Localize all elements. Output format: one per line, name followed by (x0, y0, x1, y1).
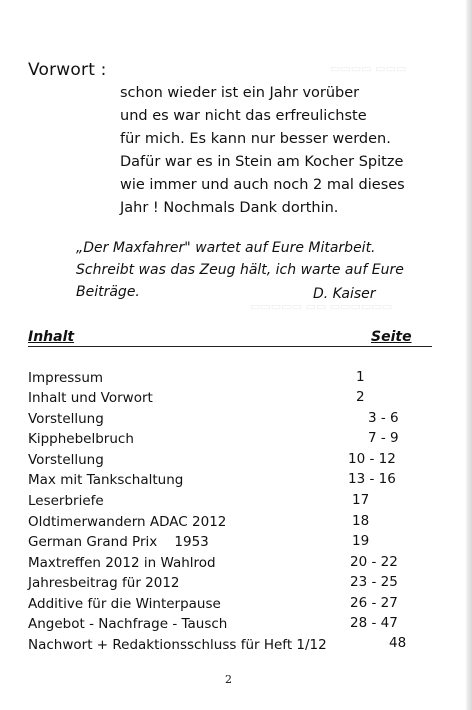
toc-entry-page: 48 (389, 635, 407, 651)
toc-entry-title: Angebot - Nachfrage - Tausch (28, 616, 228, 632)
bleed-through-text: ▭▭▭▭ ▭▭▭ (330, 62, 407, 75)
toc-entry-title: Oldtimerwandern ADAC 2012 (28, 514, 227, 530)
toc-entry-page: 23 - 25 (350, 574, 398, 590)
preface-heading: Vorwort : (28, 60, 107, 80)
toc-entry-title: Impressum (28, 370, 104, 386)
preface-line: und es war nicht das erfreulichste (120, 108, 367, 124)
toc-entry-page: 18 (352, 513, 370, 529)
toc-entry-title: Jahresbeitrag für 2012 (28, 575, 180, 591)
toc-entry-page: 2 (356, 389, 365, 405)
preface-line: schon wieder ist ein Jahr vorüber (120, 85, 360, 101)
quote-line: Beiträge. (76, 284, 140, 300)
toc-entry-page: 3 - 6 (368, 410, 399, 426)
toc-entry-title: German Grand Prix 1953 (28, 534, 209, 550)
toc-header-contents: Inhalt (28, 329, 75, 345)
toc-entry-title: Inhalt und Vorwort (28, 390, 153, 406)
toc-entry-title: Nachwort + Redaktionsschluss für Heft 1/12 (28, 637, 327, 653)
toc-entry-title: Additive für die Winterpause (28, 596, 221, 612)
quote-line: Schreibt was das Zeug hält, ich warte auf Eure (76, 262, 404, 278)
toc-entry-page: 26 - 27 (350, 595, 398, 611)
toc-header-page: Seite (371, 329, 412, 345)
toc-entry-title: Max mit Tankschaltung (28, 472, 184, 488)
toc-entry-title: Maxtreffen 2012 in Wahlrod (28, 555, 216, 571)
toc-entry-title: Leserbriefe (28, 493, 104, 509)
toc-entry-page: 28 - 47 (350, 615, 398, 631)
page-number: 2 (225, 673, 232, 686)
toc-entry-page: 19 (352, 533, 370, 549)
quote-line: „Der Maxfahrer" wartet auf Eure Mitarbeit. (76, 240, 376, 256)
preface-text (120, 82, 405, 220)
bleed-through-text: ▭▭▭▭▭ ▭▭ ▭▭▭▭▭▭ (250, 300, 393, 313)
toc-divider (28, 346, 432, 347)
toc-entry-title: Kipphebelbruch (28, 431, 134, 447)
preface-line: Dafür war es in Stein am Kocher Spitze (120, 154, 404, 170)
toc-entry-title: Vorstellung (28, 411, 104, 427)
toc-entry-page: 1 (356, 369, 365, 385)
toc-entry-page: 13 - 16 (348, 471, 396, 487)
toc-entry-page: 7 - 9 (368, 430, 399, 446)
preface-line: für mich. Es kann nur besser werden. (120, 131, 391, 147)
toc-entry-page: 10 - 12 (348, 451, 396, 467)
preface-line: Jahr ! Nochmals Dank dorthin. (120, 200, 339, 216)
signature: D. Kaiser (313, 286, 376, 302)
toc-entry-page: 17 (352, 492, 370, 508)
toc-entry-title: Vorstellung (28, 452, 104, 468)
preface-line: wie immer und auch noch 2 mal dieses (120, 177, 405, 193)
toc-entry-page: 20 - 22 (350, 554, 398, 570)
page-edge-shadow (466, 0, 472, 710)
